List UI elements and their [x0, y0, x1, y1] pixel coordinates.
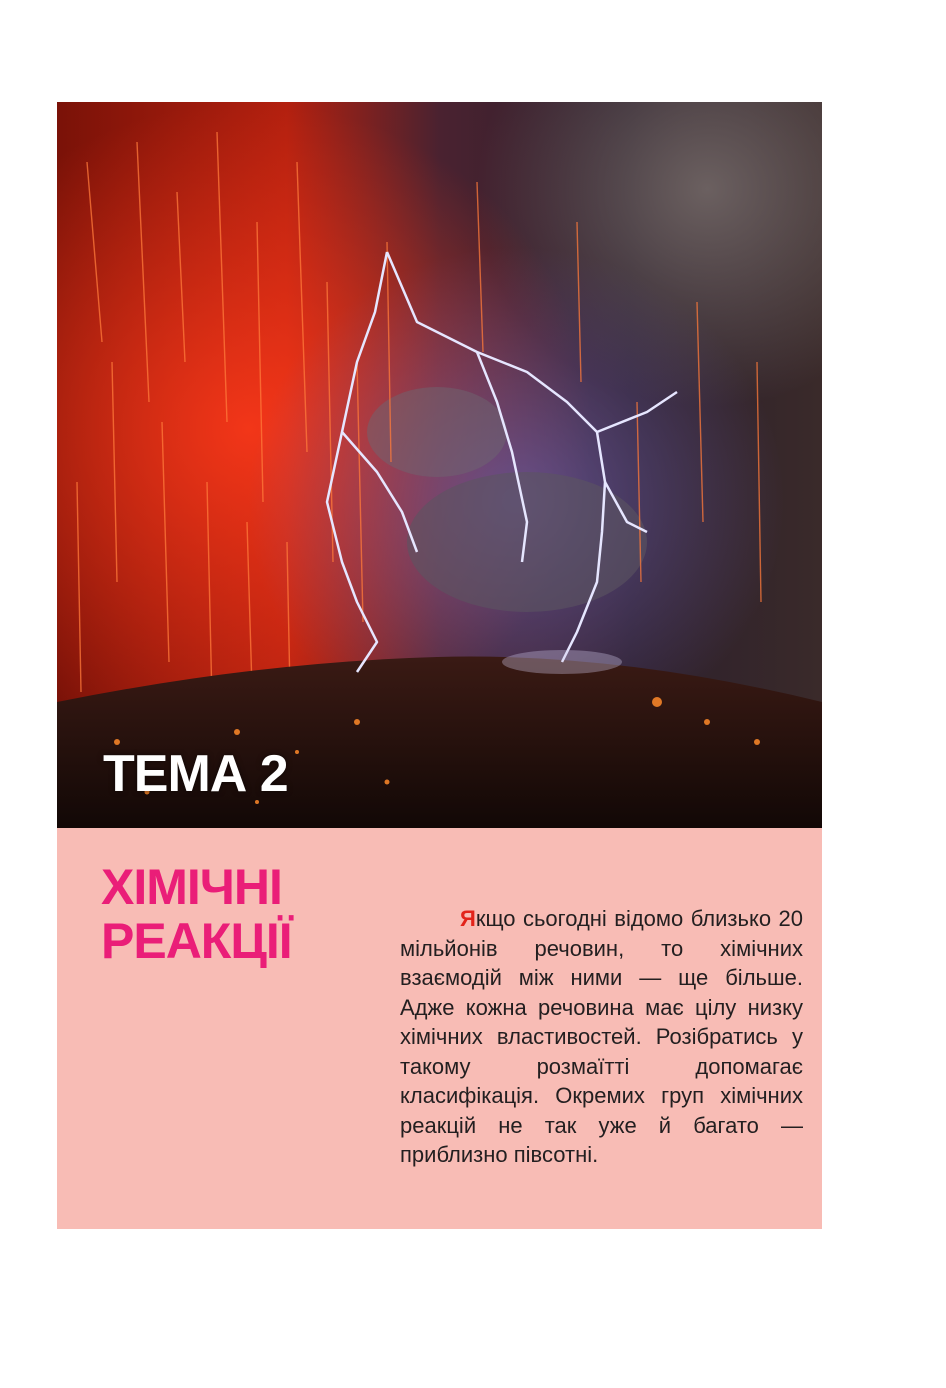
volcano-lightning-illustration	[57, 102, 822, 828]
chapter-intro-panel	[57, 828, 822, 1229]
intro-initial-letter: Я	[460, 906, 476, 931]
chapter-title-line-1: ХІМІЧНІ	[101, 859, 282, 915]
topic-label: ТЕМА 2	[103, 745, 288, 803]
volcano-lightning-photo	[57, 102, 822, 828]
intro-paragraph	[400, 904, 803, 1170]
chapter-title-line-2: РЕАКЦІЇ	[101, 913, 292, 969]
intro-text: кщо сьогодні відомо близько 20 мільйонів речовин, то хімічних взаємодій між ними — ще більше. Адже кожна речовина має цілу низку хімічних властивостей. Розібратись у такому розмаїтті допомагає класифікація. Окремих груп хімічних реакцій не так уже й багато — приблизно півсотні.	[400, 906, 803, 1167]
chapter-title	[101, 860, 292, 968]
